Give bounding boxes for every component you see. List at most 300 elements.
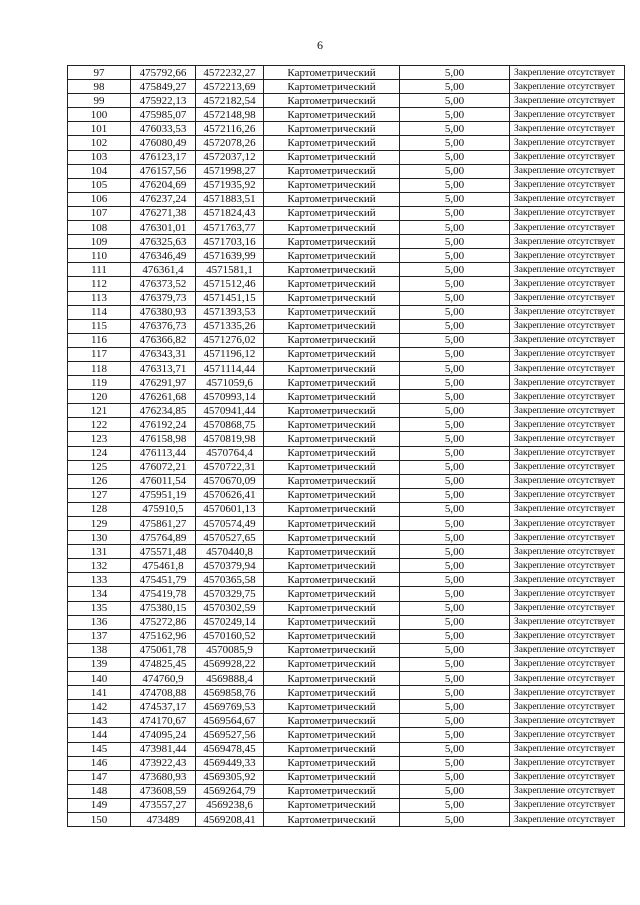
coord-y-cell: 4571393,53 [196,305,264,319]
method-cell: Картометрический [264,615,400,629]
fixation-note-cell: Закрепление отсутствует [510,742,625,756]
coord-x-cell: 476113,44 [131,446,196,460]
table-row [68,305,625,319]
table-row [68,192,625,206]
table-row [68,122,625,136]
coord-x-cell: 476291,97 [131,376,196,390]
fixation-note-cell: Закрепление отсутствует [510,305,625,319]
coord-x-cell: 475951,19 [131,488,196,502]
fixation-note-cell: Закрепление отсутствует [510,333,625,347]
table-row [68,545,625,559]
accuracy-cell: 5,00 [400,94,510,108]
coord-y-cell: 4571824,43 [196,206,264,220]
fixation-note-cell: Закрепление отсутствует [510,756,625,770]
coord-x-cell: 476192,24 [131,418,196,432]
accuracy-cell: 5,00 [400,686,510,700]
coord-x-cell: 476234,85 [131,404,196,418]
coord-y-cell: 4571763,77 [196,221,264,235]
accuracy-cell: 5,00 [400,446,510,460]
fixation-note-cell: Закрепление отсутствует [510,629,625,643]
accuracy-cell: 5,00 [400,404,510,418]
table-row [68,221,625,235]
point-number-cell: 146 [68,756,131,770]
point-number-cell: 139 [68,657,131,671]
point-number-cell: 140 [68,672,131,686]
point-number-cell: 105 [68,178,131,192]
coord-y-cell: 4569238,6 [196,798,264,812]
coord-y-cell: 4569478,45 [196,742,264,756]
coord-y-cell: 4570601,13 [196,502,264,516]
coord-x-cell: 476157,56 [131,164,196,178]
accuracy-cell: 5,00 [400,277,510,291]
table-row [68,502,625,516]
accuracy-cell: 5,00 [400,249,510,263]
fixation-note-cell: Закрепление отсутствует [510,277,625,291]
method-cell: Картометрический [264,714,400,728]
point-number-cell: 131 [68,545,131,559]
table-row [68,488,625,502]
method-cell: Картометрический [264,643,400,657]
table-row [68,756,625,770]
accuracy-cell: 5,00 [400,714,510,728]
point-number-cell: 114 [68,305,131,319]
point-number-cell: 101 [68,122,131,136]
coord-y-cell: 4569449,33 [196,756,264,770]
method-cell: Картометрический [264,517,400,531]
accuracy-cell: 5,00 [400,418,510,432]
table-row [68,80,625,94]
fixation-note-cell: Закрепление отсутствует [510,108,625,122]
method-cell: Картометрический [264,291,400,305]
accuracy-cell: 5,00 [400,615,510,629]
accuracy-cell: 5,00 [400,460,510,474]
method-cell: Картометрический [264,601,400,615]
coord-x-cell: 473608,59 [131,784,196,798]
method-cell: Картометрический [264,333,400,347]
coord-y-cell: 4571196,12 [196,347,264,361]
accuracy-cell: 5,00 [400,728,510,742]
point-number-cell: 142 [68,700,131,714]
fixation-note-cell: Закрепление отсутствует [510,488,625,502]
point-number-cell: 149 [68,798,131,812]
accuracy-cell: 5,00 [400,742,510,756]
coord-y-cell: 4572148,98 [196,108,264,122]
coord-x-cell: 476301,01 [131,221,196,235]
point-number-cell: 107 [68,206,131,220]
coord-x-cell: 476011,54 [131,474,196,488]
point-number-cell: 106 [68,192,131,206]
fixation-note-cell: Закрепление отсутствует [510,80,625,94]
fixation-note-cell: Закрепление отсутствует [510,418,625,432]
accuracy-cell: 5,00 [400,657,510,671]
coord-x-cell: 476237,24 [131,192,196,206]
method-cell: Картометрический [264,249,400,263]
accuracy-cell: 5,00 [400,206,510,220]
coord-x-cell: 475764,89 [131,531,196,545]
coord-y-cell: 4571059,6 [196,376,264,390]
coord-y-cell: 4570527,65 [196,531,264,545]
accuracy-cell: 5,00 [400,347,510,361]
point-number-cell: 141 [68,686,131,700]
method-cell: Картометрический [264,432,400,446]
coord-y-cell: 4571883,51 [196,192,264,206]
method-cell: Картометрический [264,446,400,460]
coord-x-cell: 476366,82 [131,333,196,347]
point-number-cell: 103 [68,150,131,164]
point-number-cell: 128 [68,502,131,516]
point-number-cell: 126 [68,474,131,488]
table-row [68,700,625,714]
fixation-note-cell: Закрепление отсутствует [510,784,625,798]
coord-y-cell: 4572232,27 [196,66,264,80]
coord-y-cell: 4569564,67 [196,714,264,728]
accuracy-cell: 5,00 [400,80,510,94]
coord-x-cell: 476380,93 [131,305,196,319]
point-number-cell: 118 [68,361,131,375]
method-cell: Картометрический [264,150,400,164]
coord-x-cell: 473680,93 [131,770,196,784]
method-cell: Картометрический [264,94,400,108]
coord-y-cell: 4569888,4 [196,672,264,686]
coord-x-cell: 475922,13 [131,94,196,108]
coord-y-cell: 4572182,54 [196,94,264,108]
fixation-note-cell: Закрепление отсутствует [510,319,625,333]
table-row [68,798,625,812]
accuracy-cell: 5,00 [400,136,510,150]
accuracy-cell: 5,00 [400,150,510,164]
point-number-cell: 111 [68,263,131,277]
accuracy-cell: 5,00 [400,517,510,531]
method-cell: Картометрический [264,728,400,742]
coord-y-cell: 4570329,75 [196,587,264,601]
table-row [68,812,625,826]
coord-y-cell: 4570626,41 [196,488,264,502]
coord-x-cell: 474825,45 [131,657,196,671]
coord-x-cell: 475061,78 [131,643,196,657]
accuracy-cell: 5,00 [400,756,510,770]
table-row [68,249,625,263]
point-number-cell: 145 [68,742,131,756]
fixation-note-cell: Закрепление отсутствует [510,249,625,263]
coord-y-cell: 4569769,53 [196,700,264,714]
coord-y-cell: 4569305,92 [196,770,264,784]
fixation-note-cell: Закрепление отсутствует [510,587,625,601]
coord-y-cell: 4572213,69 [196,80,264,94]
coord-y-cell: 4569858,76 [196,686,264,700]
fixation-note-cell: Закрепление отсутствует [510,164,625,178]
coord-x-cell: 475419,78 [131,587,196,601]
fixation-note-cell: Закрепление отсутствует [510,798,625,812]
coordinates-table [67,65,625,827]
fixation-note-cell: Закрепление отсутствует [510,376,625,390]
fixation-note-cell: Закрепление отсутствует [510,347,625,361]
method-cell: Картометрический [264,376,400,390]
table-row [68,108,625,122]
fixation-note-cell: Закрепление отсутствует [510,643,625,657]
coord-x-cell: 475571,48 [131,545,196,559]
point-number-cell: 135 [68,601,131,615]
accuracy-cell: 5,00 [400,672,510,686]
method-cell: Картометрический [264,164,400,178]
accuracy-cell: 5,00 [400,178,510,192]
coord-x-cell: 475461,8 [131,559,196,573]
method-cell: Картометрический [264,474,400,488]
fixation-note-cell: Закрепление отсутствует [510,235,625,249]
method-cell: Картометрический [264,277,400,291]
fixation-note-cell: Закрепление отсутствует [510,559,625,573]
accuracy-cell: 5,00 [400,66,510,80]
coord-x-cell: 475985,07 [131,108,196,122]
fixation-note-cell: Закрепление отсутствует [510,460,625,474]
coord-x-cell: 476072,21 [131,460,196,474]
table-row [68,66,625,80]
method-cell: Картометрический [264,502,400,516]
coord-x-cell: 473981,44 [131,742,196,756]
fixation-note-cell: Закрепление отсутствует [510,474,625,488]
coord-x-cell: 474708,88 [131,686,196,700]
point-number-cell: 133 [68,573,131,587]
accuracy-cell: 5,00 [400,263,510,277]
coord-x-cell: 475451,79 [131,573,196,587]
point-number-cell: 124 [68,446,131,460]
table-row [68,206,625,220]
method-cell: Картометрический [264,672,400,686]
point-number-cell: 117 [68,347,131,361]
fixation-note-cell: Закрепление отсутствует [510,672,625,686]
coord-x-cell: 474760,9 [131,672,196,686]
accuracy-cell: 5,00 [400,545,510,559]
coord-x-cell: 476123,17 [131,150,196,164]
table-row [68,770,625,784]
method-cell: Картометрический [264,390,400,404]
table-row [68,474,625,488]
method-cell: Картометрический [264,784,400,798]
fixation-note-cell: Закрепление отсутствует [510,263,625,277]
accuracy-cell: 5,00 [400,502,510,516]
coord-x-cell: 476379,73 [131,291,196,305]
table-row [68,531,625,545]
coordinates-table-body [68,66,625,827]
table-row [68,178,625,192]
point-number-cell: 138 [68,643,131,657]
fixation-note-cell: Закрепление отсутствует [510,291,625,305]
fixation-note-cell: Закрепление отсутствует [510,812,625,826]
table-row [68,559,625,573]
coord-y-cell: 4572116,26 [196,122,264,136]
point-number-cell: 137 [68,629,131,643]
point-number-cell: 116 [68,333,131,347]
coord-x-cell: 474095,24 [131,728,196,742]
coord-y-cell: 4570868,75 [196,418,264,432]
fixation-note-cell: Закрепление отсутствует [510,446,625,460]
accuracy-cell: 5,00 [400,531,510,545]
method-cell: Картометрический [264,742,400,756]
fixation-note-cell: Закрепление отсутствует [510,517,625,531]
point-number-cell: 147 [68,770,131,784]
method-cell: Картометрический [264,686,400,700]
method-cell: Картометрический [264,122,400,136]
coord-y-cell: 4571935,92 [196,178,264,192]
point-number-cell: 100 [68,108,131,122]
coord-y-cell: 4569264,79 [196,784,264,798]
method-cell: Картометрический [264,361,400,375]
point-number-cell: 125 [68,460,131,474]
method-cell: Картометрический [264,657,400,671]
point-number-cell: 119 [68,376,131,390]
table-row [68,784,625,798]
table-row [68,573,625,587]
method-cell: Картометрический [264,192,400,206]
fixation-note-cell: Закрепление отсутствует [510,700,625,714]
fixation-note-cell: Закрепление отсутствует [510,770,625,784]
method-cell: Картометрический [264,770,400,784]
coord-y-cell: 4570670,09 [196,474,264,488]
fixation-note-cell: Закрепление отсутствует [510,728,625,742]
accuracy-cell: 5,00 [400,291,510,305]
coord-y-cell: 4571998,27 [196,164,264,178]
point-number-cell: 136 [68,615,131,629]
fixation-note-cell: Закрепление отсутствует [510,531,625,545]
coord-y-cell: 4572037,12 [196,150,264,164]
point-number-cell: 99 [68,94,131,108]
method-cell: Картометрический [264,66,400,80]
table-row [68,390,625,404]
accuracy-cell: 5,00 [400,221,510,235]
table-row [68,686,625,700]
coord-x-cell: 475380,15 [131,601,196,615]
coord-y-cell: 4570819,98 [196,432,264,446]
method-cell: Картометрический [264,531,400,545]
method-cell: Картометрический [264,573,400,587]
fixation-note-cell: Закрепление отсутствует [510,601,625,615]
coord-y-cell: 4570722,31 [196,460,264,474]
point-number-cell: 130 [68,531,131,545]
method-cell: Картометрический [264,136,400,150]
point-number-cell: 120 [68,390,131,404]
table-row [68,587,625,601]
table-row [68,291,625,305]
table-row [68,164,625,178]
accuracy-cell: 5,00 [400,784,510,798]
accuracy-cell: 5,00 [400,432,510,446]
table-row [68,615,625,629]
coord-y-cell: 4571581,1 [196,263,264,277]
accuracy-cell: 5,00 [400,798,510,812]
coord-x-cell: 475792,66 [131,66,196,80]
method-cell: Картометрический [264,178,400,192]
fixation-note-cell: Закрепление отсутствует [510,66,625,80]
accuracy-cell: 5,00 [400,390,510,404]
method-cell: Картометрический [264,347,400,361]
coord-x-cell: 476346,49 [131,249,196,263]
fixation-note-cell: Закрепление отсутствует [510,361,625,375]
coord-x-cell: 476313,71 [131,361,196,375]
fixation-note-cell: Закрепление отсутствует [510,432,625,446]
method-cell: Картометрический [264,587,400,601]
point-number-cell: 110 [68,249,131,263]
accuracy-cell: 5,00 [400,770,510,784]
accuracy-cell: 5,00 [400,474,510,488]
accuracy-cell: 5,00 [400,122,510,136]
table-row [68,446,625,460]
coord-x-cell: 475861,27 [131,517,196,531]
table-row [68,277,625,291]
table-row [68,150,625,164]
table-row [68,432,625,446]
table-row [68,629,625,643]
coord-x-cell: 476325,63 [131,235,196,249]
point-number-cell: 98 [68,80,131,94]
fixation-note-cell: Закрепление отсутствует [510,502,625,516]
accuracy-cell: 5,00 [400,108,510,122]
coord-x-cell: 475849,27 [131,80,196,94]
point-number-cell: 108 [68,221,131,235]
point-number-cell: 121 [68,404,131,418]
coord-y-cell: 4569208,41 [196,812,264,826]
coord-y-cell: 4570941,44 [196,404,264,418]
method-cell: Картометрический [264,404,400,418]
method-cell: Картометрический [264,221,400,235]
accuracy-cell: 5,00 [400,319,510,333]
accuracy-cell: 5,00 [400,361,510,375]
coord-y-cell: 4571335,26 [196,319,264,333]
fixation-note-cell: Закрепление отсутствует [510,714,625,728]
table-row [68,333,625,347]
coord-y-cell: 4570302,59 [196,601,264,615]
point-number-cell: 143 [68,714,131,728]
fixation-note-cell: Закрепление отсутствует [510,136,625,150]
table-row [68,319,625,333]
accuracy-cell: 5,00 [400,700,510,714]
table-row [68,657,625,671]
point-number-cell: 123 [68,432,131,446]
coord-y-cell: 4571703,16 [196,235,264,249]
point-number-cell: 129 [68,517,131,531]
coord-y-cell: 4570440,8 [196,545,264,559]
point-number-cell: 148 [68,784,131,798]
method-cell: Картометрический [264,206,400,220]
point-number-cell: 109 [68,235,131,249]
coord-x-cell: 476261,68 [131,390,196,404]
method-cell: Картометрический [264,460,400,474]
coord-y-cell: 4570249,14 [196,615,264,629]
coord-x-cell: 476361,4 [131,263,196,277]
fixation-note-cell: Закрепление отсутствует [510,657,625,671]
method-cell: Картометрический [264,812,400,826]
coord-x-cell: 476204,69 [131,178,196,192]
coord-x-cell: 473557,27 [131,798,196,812]
fixation-note-cell: Закрепление отсутствует [510,390,625,404]
coord-x-cell: 475910,5 [131,502,196,516]
point-number-cell: 104 [68,164,131,178]
accuracy-cell: 5,00 [400,573,510,587]
coord-y-cell: 4571639,99 [196,249,264,263]
point-number-cell: 97 [68,66,131,80]
fixation-note-cell: Закрепление отсутствует [510,615,625,629]
accuracy-cell: 5,00 [400,305,510,319]
accuracy-cell: 5,00 [400,333,510,347]
table-row [68,376,625,390]
table-row [68,460,625,474]
method-cell: Картометрический [264,108,400,122]
coord-y-cell: 4570764,4 [196,446,264,460]
table-row [68,601,625,615]
coord-y-cell: 4570574,49 [196,517,264,531]
accuracy-cell: 5,00 [400,192,510,206]
method-cell: Картометрический [264,700,400,714]
point-number-cell: 102 [68,136,131,150]
coord-y-cell: 4570379,94 [196,559,264,573]
